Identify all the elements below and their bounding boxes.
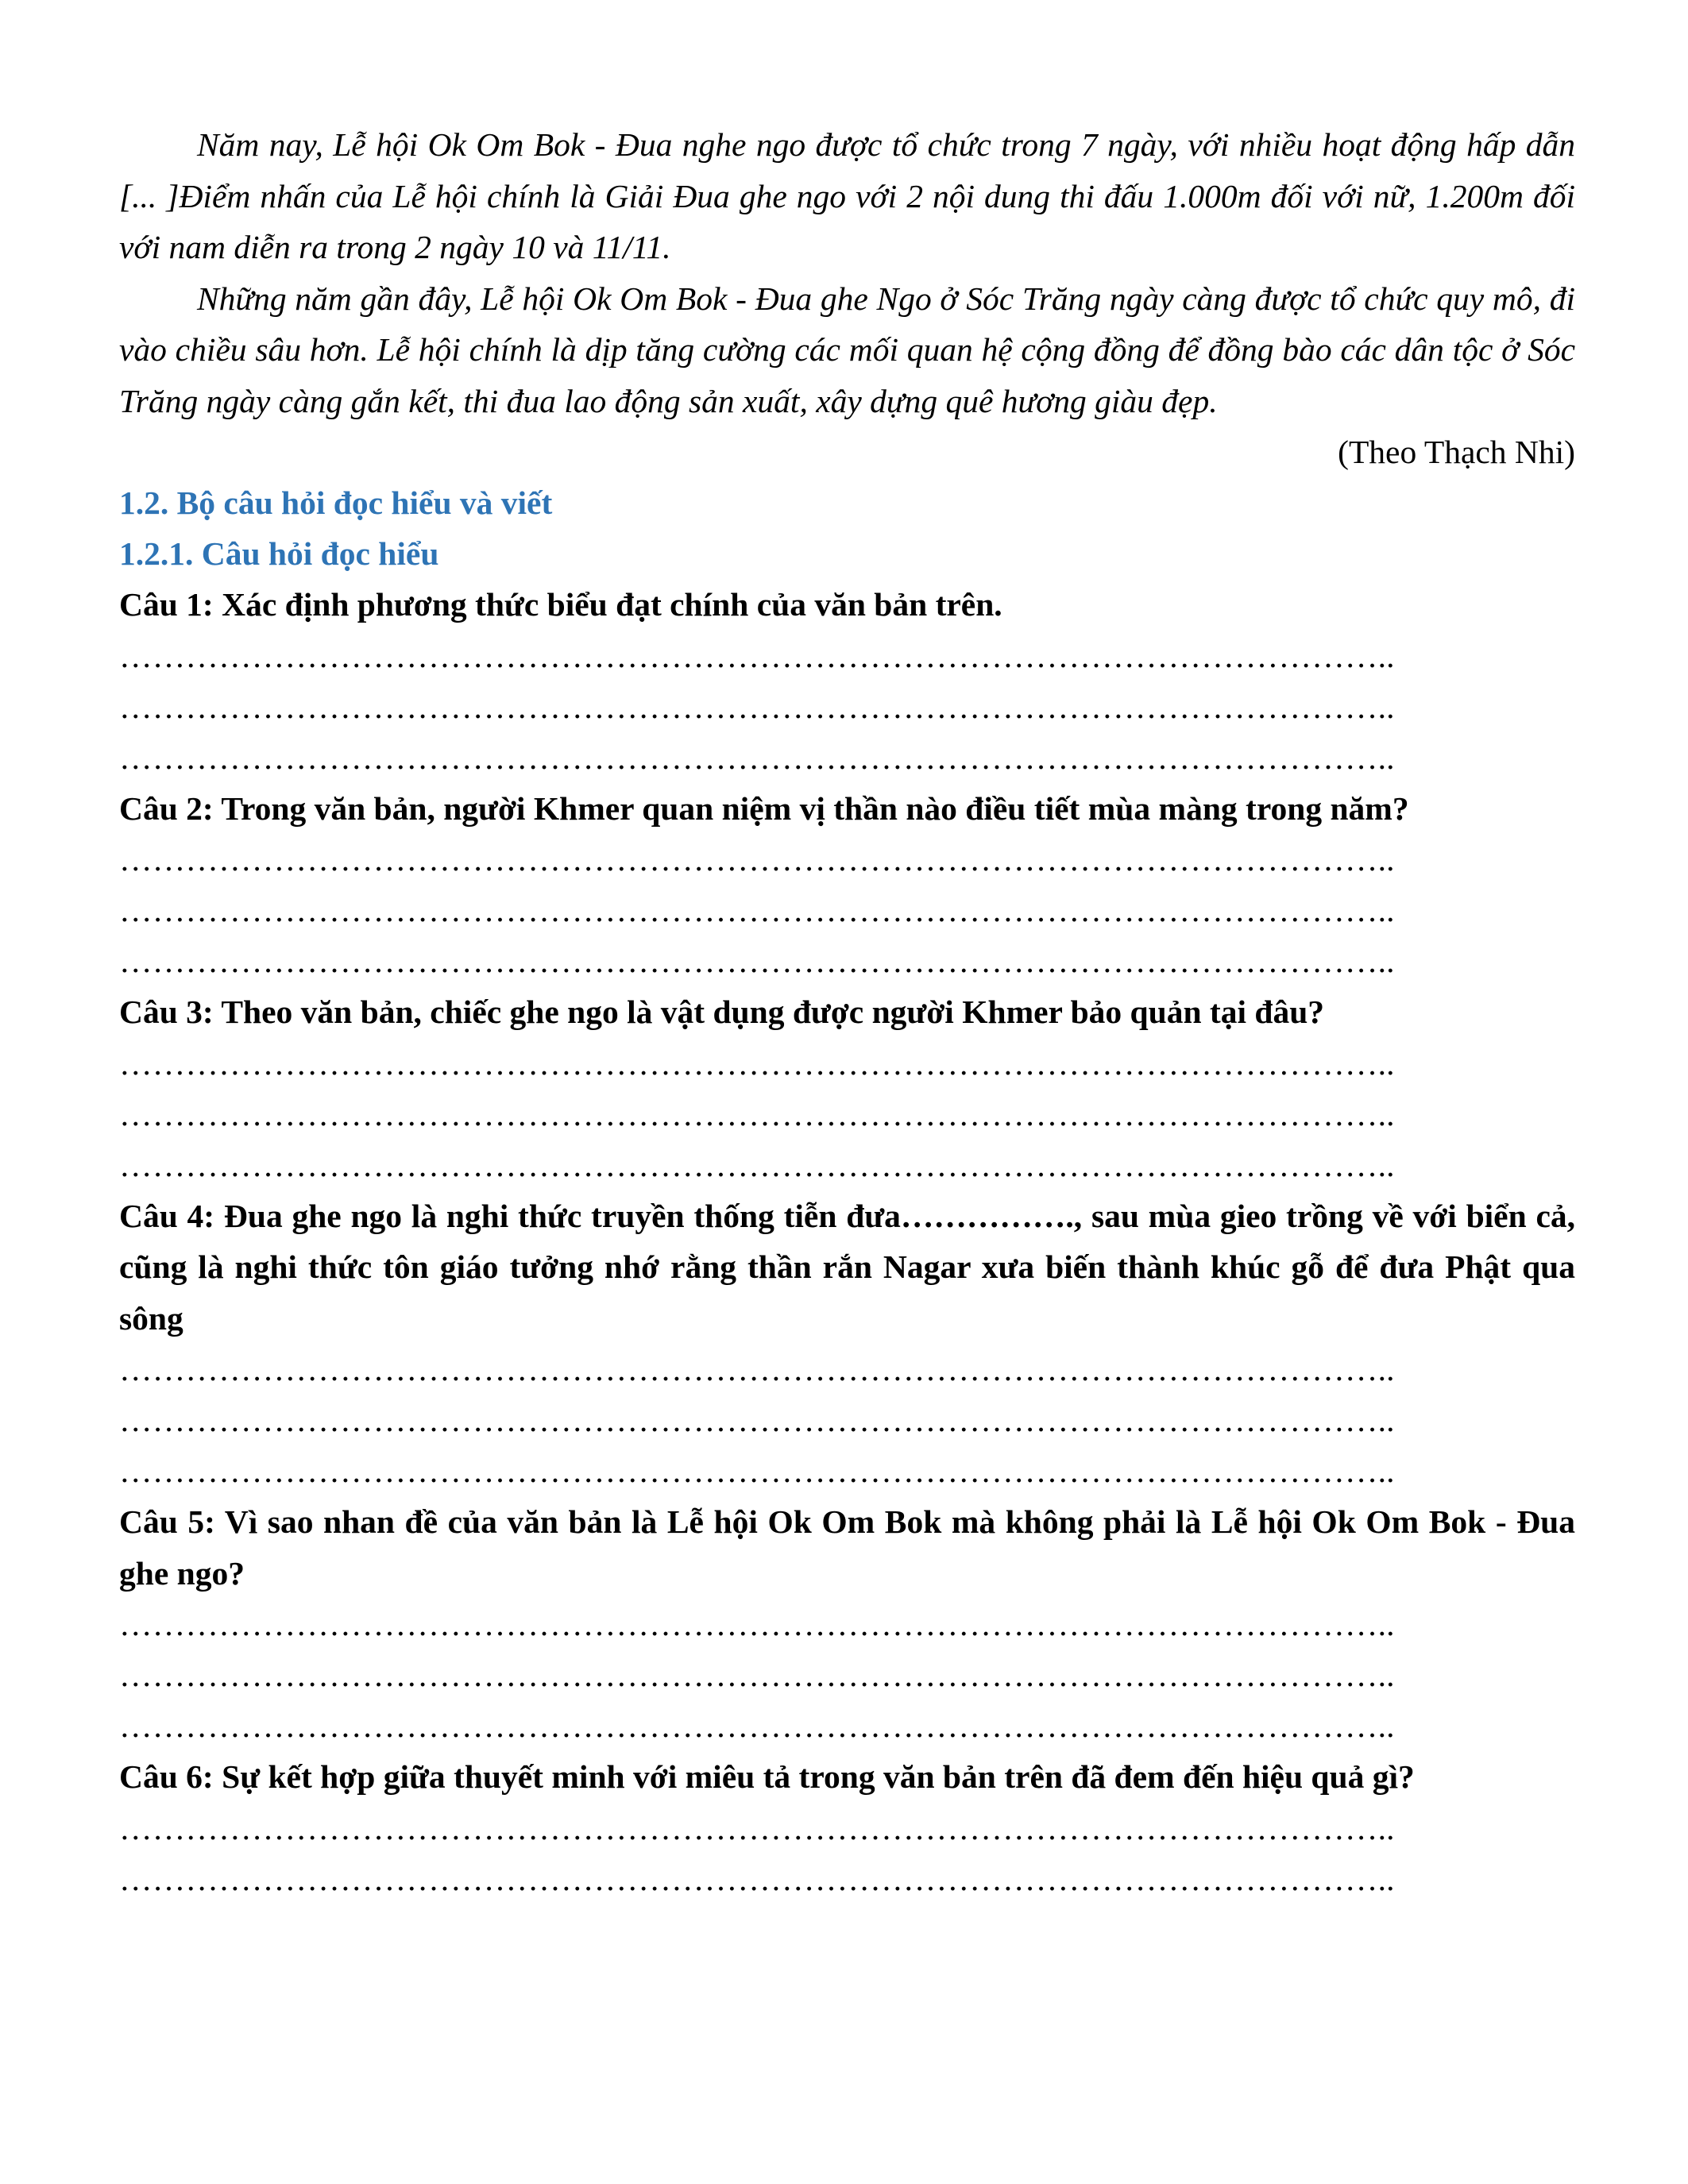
question-2: Câu 2: Trong văn bản, người Khmer quan niệm vị thần nào điều tiết mùa màng trong năm?: [119, 789, 1409, 827]
question-6: Câu 6: Sự kết hợp giữa thuyết minh với miêu tả trong văn bản trên đã đem đến hiệu quả gì?: [119, 1758, 1415, 1795]
question-1: Câu 1: Xác định phương thức biểu đạt chính của văn bản trên.: [119, 586, 1002, 623]
answer-line[interactable]: ……………………………………………………………………………………………………..: [119, 1095, 1395, 1133]
answer-line[interactable]: ……………………………………………………………………………………………………..: [119, 1606, 1395, 1642]
question-4: Câu 4: Đua ghe ngo là nghi thức truyền thống tiễn đưa……………., sau mùa gieo trồng về với biển cả, cũng là nghi thức tôn giáo tưởng nhớ rằng thần rắn Nagar xưa biến thành khúc gỗ để đưa Phật qua sông: [119, 1197, 1575, 1337]
passage-source: (Theo Thạch Nhi): [1338, 434, 1575, 470]
answer-line[interactable]: ……………………………………………………………………………………………………..: [119, 1146, 1395, 1183]
answer-line[interactable]: ……………………………………………………………………………………………………..: [119, 943, 1395, 979]
section-subheading: 1.2.1. Câu hỏi đọc hiểu: [119, 535, 439, 572]
question-3: Câu 3: Theo văn bản, chiếc ghe ngo là vật dụng được người Khmer bảo quản tại đâu?: [119, 994, 1325, 1030]
question-5: Câu 5: Vì sao nhan đề của văn bản là Lễ hội Ok Om Bok mà không phải là Lễ hội Ok Om Bok - Đua ghe ngo?: [119, 1503, 1575, 1592]
answer-line[interactable]: ……………………………………………………………………………………………………..: [119, 1657, 1395, 1693]
answer-line[interactable]: ……………………………………………………………………………………………………..: [119, 1453, 1395, 1489]
document-page: [119, 119, 1575, 1904]
answer-line[interactable]: ……………………………………………………………………………………………………..: [119, 688, 1395, 725]
answer-line[interactable]: ……………………………………………………………………………………………………..: [119, 892, 1395, 928]
passage-paragraph-2: Những năm gần đây, Lễ hội Ok Om Bok - Đua ghe Ngo ở Sóc Trăng ngày càng được tổ chức quy mô, đi vào chiều sâu hơn. Lễ hội chính là dịp tăng cường các mối quan hệ cộng đồng để đồng bào các dân tộc ở Sóc Trăng ngày càng gắn kết, thi đua lao động sản xuất, xây dựng quê hương giàu đẹp.: [119, 280, 1575, 419]
answer-line[interactable]: ……………………………………………………………………………………………………..: [119, 1351, 1395, 1387]
answer-line[interactable]: ……………………………………………………………………………………………………..: [119, 637, 1395, 674]
passage-paragraph-1: Năm nay, Lễ hội Ok Om Bok - Đua nghe ngo được tổ chức trong 7 ngày, với nhiều hoạt động hấp dẫn [... ]Điểm nhấn của Lễ hội chính là Giải Đua ghe ngo với 2 nội dung thi đấu 1.000m đối với nữ, 1.200m đối với nam diễn ra trong 2 ngày 10 và 11/11.: [119, 126, 1575, 265]
answer-line[interactable]: ……………………………………………………………………………………………………..: [119, 1402, 1395, 1438]
answer-line[interactable]: ……………………………………………………………………………………………………..: [119, 1707, 1395, 1744]
answer-line[interactable]: ……………………………………………………………………………………………………..: [119, 841, 1395, 878]
answer-line[interactable]: ……………………………………………………………………………………………………..: [119, 1809, 1395, 1846]
answer-line[interactable]: ……………………………………………………………………………………………………..: [119, 1860, 1395, 1897]
answer-line[interactable]: ……………………………………………………………………………………………………..: [119, 739, 1395, 776]
answer-line[interactable]: ……………………………………………………………………………………………………..: [119, 1044, 1395, 1082]
section-heading: 1.2. Bộ câu hỏi đọc hiểu và viết: [119, 484, 553, 521]
